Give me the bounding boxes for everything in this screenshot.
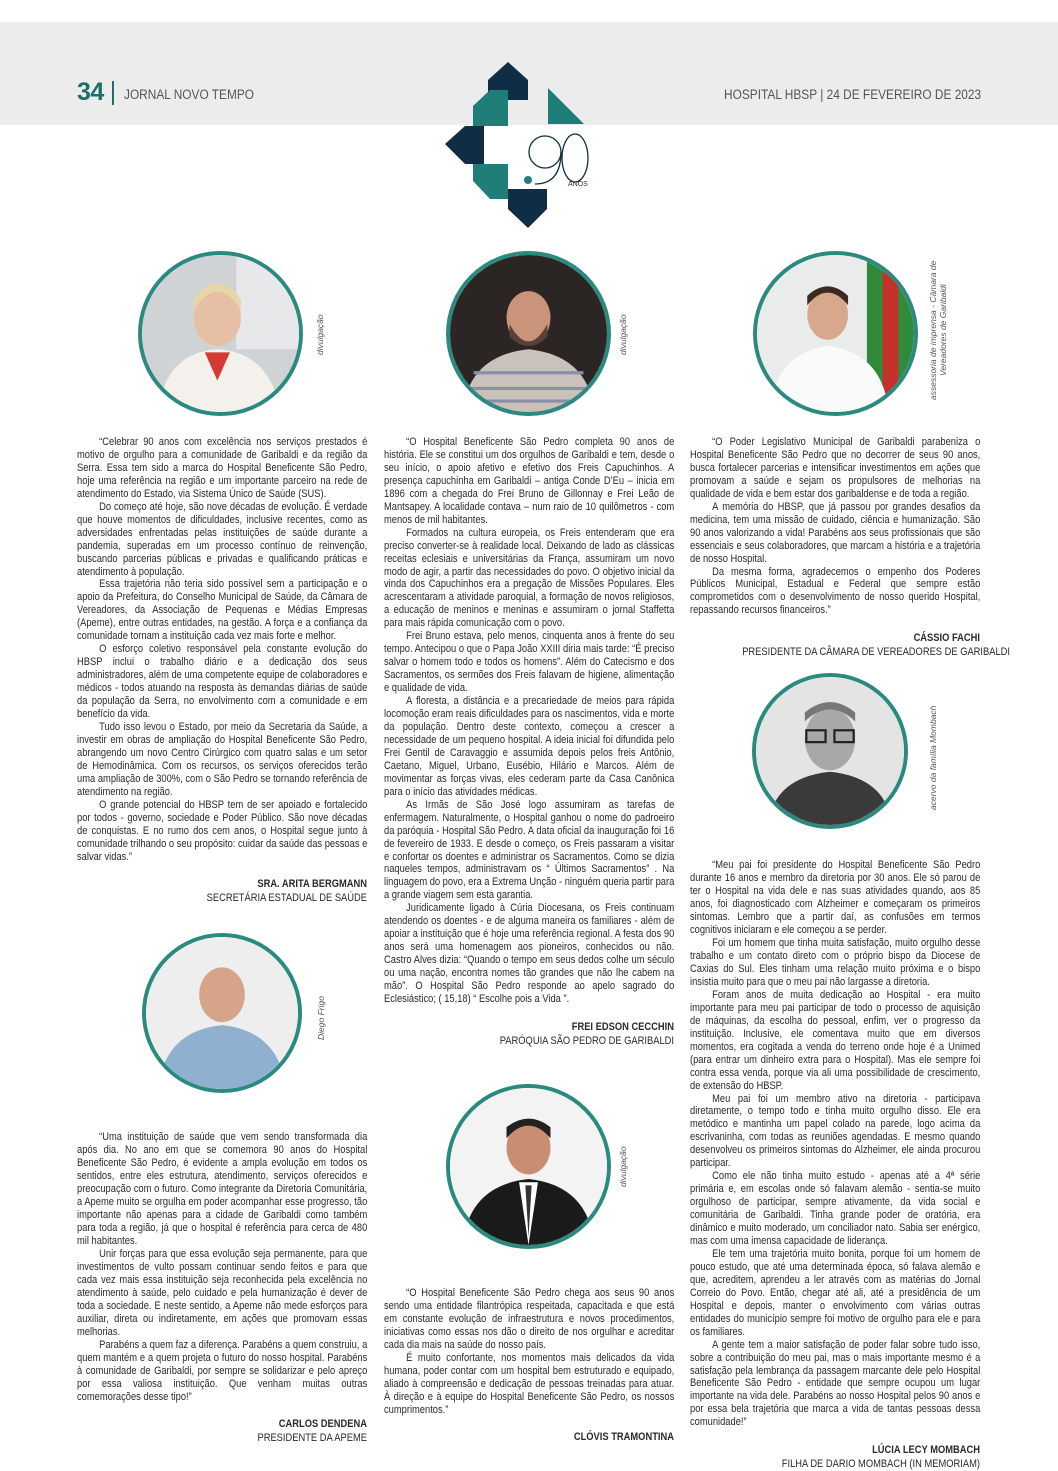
- logo-arrow-lower-left: [473, 164, 508, 199]
- signature: [77, 1417, 367, 1445]
- paragraph: Frei Bruno estava, pelo menos, cinquenta anos à frente do seu tempo. Antecipou o que o Papa João XXIII diria mais tarde: “É preciso salvar o homem todo e todos os homens”. Além do Catecismo e dos Sacramentos, os sermões dos Freis falavam de higiene, alimentação e qualidade de vida.: [384, 630, 675, 695]
- logo-anos-text: ANOS: [568, 181, 588, 188]
- paragraph: Essa trajetória não teria sido possível sem a participação e o apoio da Prefeitura, do Conselho Municipal de Saúde, da Câmara de Vereadores, da Associação de Pequenas e Médias Empresas (Apeme), entre outras entidades, na gestão. A força e a confiança da comunidade tornam a instituição cada vez mais forte e melhor.: [77, 578, 368, 643]
- author-name: CARLOS DENDENA: [278, 1418, 367, 1431]
- paragraph: Formados na cultura europeia, os Freis entenderam que era preciso converter-se à realidade local. Deixando de lado as clássicas receitas eclesiais e universitárias da França, assumiram um novo modo de agir, a partir das necessidades do povo. O objetivo inicial da vinda dos Capuchinhos era a pregação de Missões Populares. Eles acrescentaram a atividade paroquial, a formação de novos religiosos, a educação de meninos e meninas e assumiram o jornal Staffetta para mais rápida comunicação com o povo.: [384, 526, 675, 630]
- logo-arrow-upper-right: [548, 88, 584, 124]
- paragraph: Juridicamente ligado à Cúria Diocesana, os Freis continuam atendendo os doentes - e de alguma maneira os familiares - além de apoiar a instituição que é hoje uma referência regional. A festa dos 90 anos será uma homenagem aos pioneiros, conhecidos ou não. Castro Alves dizia: “Quando o tempo em seus dedos colhe um século ou uma nação, encontra nomes tão grandes que não lhe cabem na mão”. O Hospital São Pedro responde ao apelo sagrado do Eclesiástico; ( 15,18) “ Escolhe pois a Vida ”.: [384, 902, 675, 1005]
- signature: [690, 631, 1011, 659]
- signature: [690, 1443, 980, 1471]
- logo-arrow-left: [445, 126, 484, 164]
- column-right: [690, 436, 1011, 1471]
- paragraph: As Irmãs de São José logo assumiram as tarefas de enfermagem. Naturalmente, o Hospital ganhou o nome do padroeiro da paróquia - Hospital São Pedro. A data oficial da inauguração foi 16 de fevereiro de 1933. E desde o começo, os Freis passaram a visitar e confortar os doentes e administrar os Sacramentos. Como se dizia naqueles tempos, administravam os “ Últimos Sacramentos” . Na linguagem do povo, era a Extrema Unção - ninguém queria partir para a grande viagem sem esta garantia.: [384, 798, 675, 902]
- author-role: SECRETÁRIA ESTADUAL DE SAÚDE: [206, 892, 367, 905]
- photo-credit: divulgação: [315, 314, 325, 355]
- paragraph: Da mesma forma, agradecemos o empenho dos Poderes Públicos Municipal, Estadual e Federal que sempre estão comprometidos com o desenvolvimento de nosso querido Hospital, repassando recursos financeiros.”: [690, 565, 981, 617]
- quote-cassio-fachi: [690, 436, 980, 617]
- paragraph: Tudo isso levou o Estado, por meio da Secretaria da Saúde, a investir em obras de ampliação do Hospital Beneficente São Pedro, abrangendo um novo Centro Cirúrgico com quatro salas e um setor de Hemodinâmica. Com os recursos, os serviços oferecidos terão uma ampliação de 300%, com o São Pedro se tornando referência de atendimento na região.: [77, 720, 368, 798]
- author-role: FILHA DE DARIO MOMBACH (IN MEMORIAM): [781, 1458, 980, 1471]
- signature: [384, 1430, 674, 1444]
- logo-arrow-upper-left: [473, 90, 508, 126]
- photo-block: [690, 673, 980, 829]
- author-name: SRA. ARITA BERGMANN: [257, 878, 367, 891]
- paragraph: O esforço coletivo responsável pela constante evolução do HBSP inclui o trabalho diário e a dedicação dos seus administradores, além de uma competente equipe de colaboradores e médicos - todos atuando na resposta às demandas diárias de saúde da população da Serra, no envolvimento com a comunidade e em benefício da vida.: [77, 643, 368, 721]
- author-name: FREI EDSON CECCHIN: [571, 1020, 674, 1033]
- photo-credit: acervo da família Mombach: [928, 705, 938, 811]
- quote-lucia-lecy-mombach: [690, 859, 980, 1429]
- paragraph: Foram anos de muita dedicação ao Hospital - era muito importante para meu pai participar de todo o processo de aquisição de máquinas, da escolha do pessoal, enfim, ver o progresso da instituição. Inclusive, ele comentava muito que em diversos momentos, era cogitada a venda do terreno onde hoje é a Unimed (para entrar um dinheiro extra para o Hospital). Mas ele sempre foi contra essa venda, porque via ali uma possibilidade de crescimento, de extensão do HBSP.: [690, 988, 981, 1092]
- photo-arita-bergmann: [138, 251, 303, 416]
- photo-block: [384, 1084, 674, 1249]
- hospital-90-anos-logo: [440, 56, 600, 231]
- paragraph: É muito confortante, nos momentos mais delicados da vida humana, poder contar com um hospital bem estruturado e equipado, aliado à compreensão e dedicação de pessoas treinadas para atuar. À direção e à equipe do Hospital Beneficente São Pedro, os nossos cumprimentos.”: [384, 1351, 675, 1416]
- photo-credit: divulgação: [618, 314, 628, 355]
- paragraph: Do começo até hoje, são nove décadas de evolução. É verdade que houve momentos de dificuldades, inclusive recentes, como as adversidades enfrentadas pelas instituições de saúde durante a pandemia, superadas em um processo contínuo de reinvenção, buscando parcerias públicas e privadas e qualificando práticas e atendimento à população.: [77, 500, 368, 578]
- paragraph: “O Poder Legislativo Municipal de Garibaldi parabeniza o Hospital Beneficente São Pedro que no decorrer de seus 90 anos, busca fortalecer parcerias e intensificar investimentos em ações que promovam a saúde e sejam os propulsores de melhorias na qualidade de vida e bem estar dos garibaldense e de toda a região.: [690, 436, 981, 500]
- paragraph: A gente tem a maior satisfação de poder falar sobre tudo isso, sobre a contribuição do meu pai, mas o mais importante mesmo é a satisfação pela lembrança da passagem marcante dele pelo Hospital Beneficente São Pedro - entidade que sempre ocupou um lugar importante na vida dele. Parabéns ao nosso Hospital pelos 90 anos e por essa bela trajetória que marca a vida de tantas pessoas dessa comunidade!”: [690, 1338, 981, 1429]
- column-middle: [384, 436, 674, 1444]
- section-date: HOSPITAL HBSP | 24 DE FEVEREIRO DE 2023: [723, 87, 981, 102]
- photo-carlos-dendena: [142, 933, 302, 1093]
- page-number: 34: [77, 78, 104, 106]
- author-role: PRESIDENTE DA CÂMARA DE VEREADORES DE GARIBALDI: [742, 646, 1011, 659]
- author-name: CLÓVIS TRAMONTINA: [573, 1431, 674, 1444]
- photo-credit: Diego Frigo: [316, 996, 326, 1041]
- paragraph: Meu pai foi um membro ativo na diretoria - participava diretamente, o tempo todo e tinha muito orgulho disso. Ele era metódico e mantinha um papel colado na parede, logo acima da escrivaninha, com todas as reuniões agendadas. E mesmo quando desenvolveu os primeiros sintomas do Alzheimer, ele ainda procurou participar.: [690, 1092, 981, 1170]
- paragraph: Unir forças para que essa evolução seja permanente, para que investimentos de vulto possam continuar sendo feitos e para que cada vez mais essa instituição seja reconhecida pela excelência no atendimento à saúde, pelo cuidado e pela humanização é dever de toda a sociedade. E neste sentido, a Apeme não mede esforços para auxiliar, direta ou indiretamente, em ações que promovam essas melhorias.: [77, 1248, 368, 1338]
- quote-clovis-tramontina: [384, 1287, 674, 1417]
- column-left: [77, 436, 367, 1445]
- photo-cassio-fachi: [753, 251, 918, 416]
- paragraph: Foi um homem que tinha muita satisfação, muito orgulho desse trabalho e um contato direto com o próprio bispo da Diocese de Caxias do Sul. Eles tinham uma relação muito próxima e o bispo insistia muito para que o meu pai não largasse a diretoria.: [690, 937, 981, 988]
- photo-block: [77, 933, 367, 1093]
- paragraph: Parabéns a quem faz a diferença. Parabéns a quem construiu, a quem mantém e a quem projeta o futuro do nosso hospital. Parabéns à comunidade de Garibaldi, por sempre se solidarizar e pelo apreço por essa valiosa instituição. Que venham muitas outras comemorações desse tipo!”: [77, 1338, 368, 1403]
- quote-carlos-dendena: [77, 1131, 367, 1403]
- photo-dario-mombach: [752, 673, 908, 829]
- paragraph: A floresta, a distância e a precariedade de meios para rápida locomoção eram reais dificuldades para os nascimentos, vida e morte da população. Dentro deste contexto, começou a crescer a necessidade de um pequeno hospital. A ideia inicial foi difundida pelo Frei Gentil de Caravaggio e assumida depois pelos freis Antônio, Caetano, Miguel, Urbano, Eusébio, Hilário e Marcos. Além de movimentar as forças vivas, eles cederam parte da Casa Canônica para o início das atividades médicas.: [384, 695, 675, 798]
- logo-90-mark: [529, 134, 588, 184]
- author-name: CÁSSIO FACHI: [913, 632, 980, 645]
- paragraph: Como ele não tinha muito estudo - apenas até a 4ª série primária e, em escolas onde só falavam alemão - sentia-se muito orgulhoso de participar, sempre ativamente, da vida social e comunitária de Garibaldi. Tinha grande poder de oratória, era dinâmico e muito moderado, um conciliador nato. Sabia ser enérgico, mas com uma imensa capacidade de liderança.: [690, 1170, 981, 1247]
- paragraph: “Meu pai foi presidente do Hospital Beneficente São Pedro durante 16 anos e membro da diretoria por 30 anos. Ele só parou de ter o Hospital na vida dele e nas suas atividades quando, aos 85 anos, foi diagnosticado com Alzheimer e começaram os primeiros sintomas. Lembro que a partir daí, as confusões em termos cognitivos iniciaram e ele começou a se perder.: [690, 859, 981, 937]
- paragraph: “Celebrar 90 anos com excelência nos serviços prestados é motivo de orgulho para a comunidade de Garibaldi e da região da Serra. Essa tem sido a marca do Hospital Beneficente São Pedro, hoje uma referência na região e um importante parceiro na rede de atendimento do Estado, via Sistema Único de Saúde (SUS).: [77, 436, 368, 500]
- author-role: PRESIDENTE DA APEME: [257, 1432, 367, 1445]
- photo-frei-edson-cecchin: [446, 251, 611, 416]
- quote-frei-edson-cecchin: [384, 436, 674, 1006]
- paragraph: O grande potencial do HBSP tem de ser apoiado e fortalecido por todos - governo, sociedade e Poder Público. São nove décadas de conquistas. E no rumo dos cem anos, o Hospital segue junto à comunidade trilhando o seu propósito: cuidar da saúde das pessoas e salvar vidas.”: [77, 798, 368, 863]
- photo-credit-line: Vereadores de Garibaldi: [938, 284, 948, 376]
- photo-clovis-tramontina: [446, 1084, 611, 1249]
- quote-arita-bergmann: [77, 436, 367, 863]
- author-name: LÚCIA LECY MOMBACH: [872, 1444, 980, 1457]
- logo-arrow-bottom: [508, 189, 547, 228]
- author-role: PARÓQUIA SÃO PEDRO DE GARIBALDI: [499, 1034, 674, 1047]
- paragraph: A memória do HBSP, que já passou por grandes desafios da medicina, tem uma missão de cuidado, ciência e humanização. São 90 anos valorizando a vida! Parabéns aos seus profissionais que são essenciais e seus colaboradores, que marcam a história e a trajetória de nosso Hospital.: [690, 500, 981, 565]
- photo-credit: divulgação: [618, 1146, 628, 1187]
- header-divider: [112, 81, 114, 105]
- paragraph: “O Hospital Beneficente São Pedro chega aos seus 90 anos sendo uma entidade filantrópica respeitada, capacitada e que está em constante evolução de infraestrutura e novos procedimentos, iniciativas como essas nos dão o direito de nos orgulhar e acreditar cada dia mais na saúde do nosso país.: [384, 1286, 675, 1351]
- signature: [384, 1020, 674, 1048]
- photo-credit: [928, 261, 948, 400]
- photo-credit-line: assessoria de imprensa - Câmara de: [928, 260, 938, 400]
- publication-name: JORNAL NOVO TEMPO: [124, 87, 255, 102]
- paragraph: “Uma instituição de saúde que vem sendo transformada dia após dia. No ano em que se comemora 90 anos do Hospital Beneficente São Pedro, é evidente a ampla evolução em todos os sentidos, entre eles estrutura, atendimento, serviços oferecidos e preocupação com o futuro. Como integrante da Diretoria Comunitária, a Apeme muito se orgulha em poder acompanhar esse progresso, tão importante não apenas para a cidade de Garibaldi como também para toda a região, já que o hospital é referência para cerca de 480 mil habitantes.: [77, 1131, 368, 1248]
- paragraph: “O Hospital Beneficente São Pedro completa 90 anos de história. Ele se constitui um dos orgulhos de Garibaldi e tem, desde o seu início, o apoio afetivo e efetivo dos Freis Capuchinhos. A presença capuchinha em Garibaldi – antiga Conde D’Eu – inicia em 1896 com a chegada do Frei Bruno de Gillonnay e Frei Leão de Mantsapey. A localidade contava – num raio de 10 quilômetros - com menos de mil habitantes.: [384, 436, 675, 526]
- signature: [77, 877, 367, 905]
- paragraph: Ele tem uma trajetória muito bonita, porque foi um homem de pouco estudo, que até uma determinada época, só falava alemão e que, acreditem, aprendeu a ler através com as matérias do Jornal Correio do Povo. Então, chegar até ali, até a presidência de um Hospital e depois, manter o envolvimento com várias outras entidades do município sempre foi motivo de orgulho para ele e para os familiares.: [690, 1247, 981, 1338]
